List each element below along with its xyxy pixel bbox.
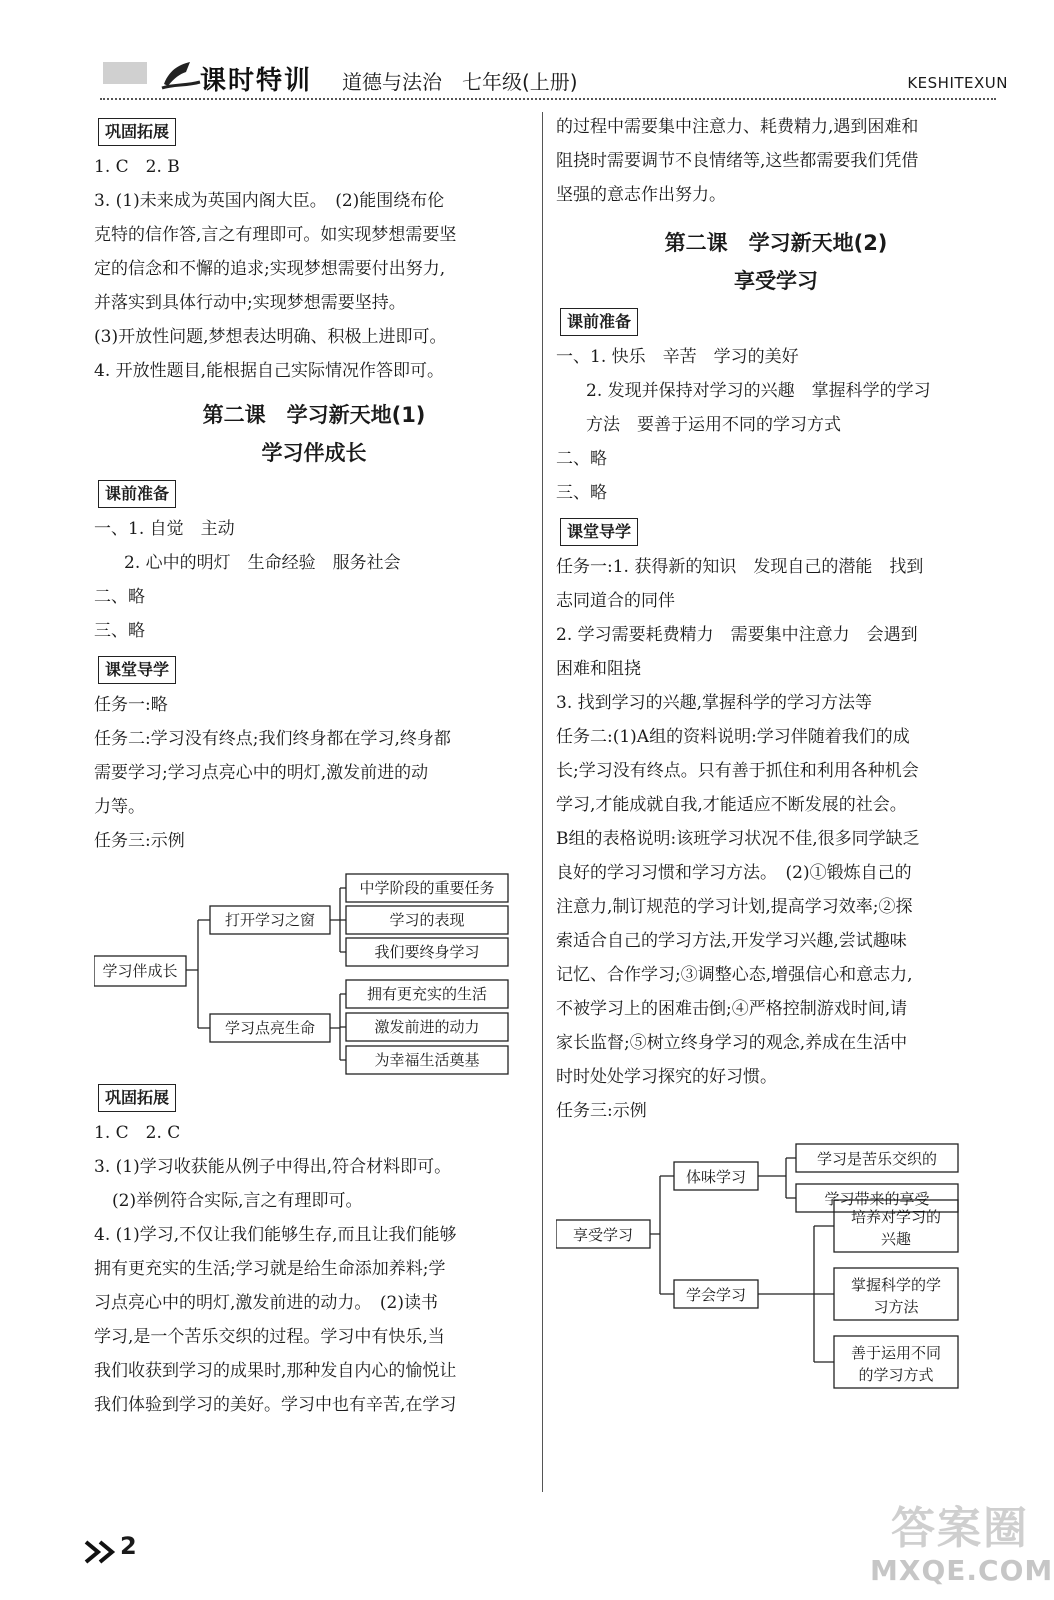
diagram-leaf: 学习是苦乐交织的 xyxy=(816,1150,938,1168)
double-arrow-icon xyxy=(84,1540,118,1564)
text-line: 需要学习;学习点亮心中的明灯,激发前进的动 xyxy=(94,763,429,783)
text-line: 拥有更充实的生活;学习就是给生命添加养料;学 xyxy=(94,1259,446,1279)
section-tag: 课堂导学 xyxy=(98,656,176,684)
text-line: 二、略 xyxy=(94,587,145,607)
header-mark xyxy=(103,62,147,84)
diagram-leaf: 习方法 xyxy=(873,1298,919,1316)
text-line: 4. 开放性题目,能根据自己实际情况作答即可。 xyxy=(94,361,445,381)
text-line: 方法 要善于运用不同的学习方式 xyxy=(586,415,841,435)
diagram-leaf: 掌握科学的学 xyxy=(850,1276,942,1294)
text-line: 二、略 xyxy=(556,449,607,469)
page-header xyxy=(0,0,1054,108)
text-line: 3. (1)学习收获能从例子中得出,符合材料即可。 xyxy=(94,1157,452,1177)
lesson-title: 第二课 学习新天地(2) xyxy=(664,231,888,255)
text-line: 三、略 xyxy=(94,621,145,641)
header-subject: 道德与法治 xyxy=(342,70,442,94)
text-line: 2. 发现并保持对学习的兴趣 掌握科学的学习 xyxy=(586,381,931,401)
diagram-root: 享受学习 xyxy=(572,1226,634,1244)
section-tag: 巩固拓展 xyxy=(98,118,176,146)
text-line: 任务一:1. 获得新的知识 发现自己的潜能 找到 xyxy=(556,557,924,577)
diagram-root: 学习伴成长 xyxy=(102,962,178,980)
text-line: 任务一:略 xyxy=(94,695,168,715)
diagram-leaf: 善于运用不同 xyxy=(850,1344,942,1362)
watermark-logo: 答案圈 xyxy=(891,1503,1029,1554)
watermark xyxy=(870,1492,1054,1596)
header-latin: KESHITEXUN xyxy=(907,74,1008,92)
left-column xyxy=(94,110,534,1422)
text-line: 坚强的意志作出努力。 xyxy=(556,185,726,205)
text-line: 3. (1)未来成为英国内阁大臣。 (2)能围绕布伦 xyxy=(94,191,445,211)
text-line: 良好的学习习惯和学习方法。 (2)①锻炼自己的 xyxy=(556,863,912,883)
text-line: 任务三:示例 xyxy=(94,831,185,851)
text-line: 克特的信作答,言之有理即可。如实现梦想需要坚 xyxy=(94,225,457,245)
diagram-leaf: 我们要终身学习 xyxy=(374,943,480,961)
section-tag: 巩固拓展 xyxy=(98,1084,176,1112)
text-line: (3)开放性问题,梦想表达明确、积极上进即可。 xyxy=(94,327,447,347)
diagram-leaf: 激发前进的动力 xyxy=(374,1018,480,1036)
diagram-leaf: 中学阶段的重要任务 xyxy=(359,879,495,897)
diagram-leaf: 的学习方式 xyxy=(858,1366,934,1384)
header-brand: 课时特训 xyxy=(200,66,313,96)
section-tag: 课前准备 xyxy=(560,308,638,336)
section-tag: 课前准备 xyxy=(98,480,176,508)
diagram-branch: 学会学习 xyxy=(685,1286,747,1304)
right-column xyxy=(556,110,996,1394)
text-line: 我们收获到学习的成果时,那种发自内心的愉悦让 xyxy=(94,1361,457,1381)
text-line: 4. (1)学习,不仅让我们能够生存,而且让我们能够 xyxy=(94,1225,457,1245)
text-line: 志同道合的同伴 xyxy=(556,591,675,611)
diagram-leaf: 培养对学习的 xyxy=(850,1208,942,1226)
text-line: 力等。 xyxy=(94,797,145,817)
lesson-subtitle: 学习伴成长 xyxy=(261,441,367,465)
text-line: 索适合自己的学习方法,开发学习兴趣,尝试趣味 xyxy=(556,931,907,951)
text-line: 一、1. 快乐 辛苦 学习的美好 xyxy=(556,347,799,367)
text-line: 家长监督;⑤树立终身学习的观念,养成在生活中 xyxy=(556,1033,908,1053)
concept-diagram-2 xyxy=(556,1134,996,1394)
diagram-branch: 学习点亮生命 xyxy=(224,1019,316,1037)
diagram-branch: 打开学习之窗 xyxy=(224,911,316,929)
text-line: 学习,才能成就自我,才能适应不断发展的社会。 xyxy=(556,795,907,815)
column-divider xyxy=(542,112,543,1492)
text-line: 1. C 2. B xyxy=(94,157,180,177)
section-tag: 课堂导学 xyxy=(560,518,638,546)
text-line: B组的表格说明:该班学习状况不佳,很多同学缺乏 xyxy=(556,829,920,849)
diagram-leaf: 兴趣 xyxy=(880,1230,912,1248)
text-line: 2. 心中的明灯 生命经验 服务社会 xyxy=(124,553,401,573)
text-line: 习点亮心中的明灯,激发前进的动力。 (2)读书 xyxy=(94,1293,438,1313)
text-line: 注意力,制订规范的学习计划,提高学习效率;②探 xyxy=(556,897,913,917)
concept-diagram-1 xyxy=(94,864,534,1076)
header-grade: 七年级(上册) xyxy=(462,70,578,94)
diagram-leaf: 学习的表现 xyxy=(389,911,465,929)
lesson-title: 第二课 学习新天地(1) xyxy=(202,403,426,427)
text-line: 任务三:示例 xyxy=(556,1101,647,1121)
header-rule xyxy=(100,98,996,100)
diagram-leaf: 为幸福生活奠基 xyxy=(374,1051,480,1069)
text-line: 阻挠时需要调节不良情绪等,这些都需要我们凭借 xyxy=(556,151,919,171)
text-line: 的过程中需要集中注意力、耗费精力,遇到困难和 xyxy=(556,117,919,137)
text-line: 2. 学习需要耗费精力 需要集中注意力 会遇到 xyxy=(556,625,918,645)
text-line: 困难和阻挠 xyxy=(556,659,641,679)
text-line: 并落实到具体行动中;实现梦想需要坚持。 xyxy=(94,293,406,313)
text-line: 3. 找到学习的兴趣,掌握科学的学习方法等 xyxy=(556,693,873,713)
diagram-branch: 体味学习 xyxy=(685,1168,747,1186)
text-line: 三、略 xyxy=(556,483,607,503)
watermark-url: MXQE.COM xyxy=(870,1554,1054,1587)
text-line: 1. C 2. C xyxy=(94,1123,181,1143)
text-line: 一、1. 自觉 主动 xyxy=(94,519,235,539)
page-number: 2 xyxy=(120,1532,137,1560)
text-line: 记忆、合作学习;③调整心态,增强信心和意志力, xyxy=(556,965,913,985)
text-line: 任务二:(1)A组的资料说明:学习伴随着我们的成 xyxy=(556,727,910,747)
text-line: 长;学习没有终点。只有善于抓住和利用各种机会 xyxy=(556,761,919,781)
lesson-subtitle: 享受学习 xyxy=(734,269,818,293)
diagram-leaf: 学习带来的享受 xyxy=(824,1190,930,1208)
text-line: 我们体验到学习的美好。学习中也有辛苦,在学习 xyxy=(94,1395,457,1415)
text-line: 任务二:学习没有终点;我们终身都在学习,终身都 xyxy=(94,729,451,749)
text-line: 定的信念和不懈的追求;实现梦想需要付出努力, xyxy=(94,259,446,279)
text-line: 不被学习上的困难击倒;④严格控制游戏时间,请 xyxy=(556,999,908,1019)
text-line: 学习,是一个苦乐交织的过程。学习中有快乐,当 xyxy=(94,1327,445,1347)
text-line: (2)举例符合实际,言之有理即可。 xyxy=(112,1191,363,1211)
diagram-leaf: 拥有更充实的生活 xyxy=(366,985,488,1003)
text-line: 时时处处学习探究的好习惯。 xyxy=(556,1067,777,1087)
